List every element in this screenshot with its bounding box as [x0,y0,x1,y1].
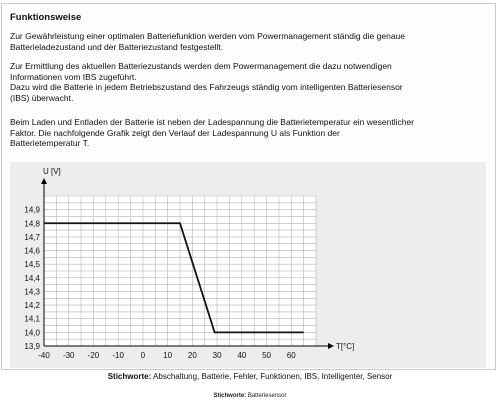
x-tick-label: 60 [286,351,296,360]
x-tick-label: -20 [87,351,100,360]
paragraph-line: Zur Ermittlung des aktuellen Batteriezustands werden dem Powermanagement die dazu notwendigen [10,61,392,71]
paragraph-line: Dazu wird die Batterie in jedem Betriebszustand des Fahrzeugs ständig vom intelligenten Batteriesensor [10,82,403,92]
keywords-bar [0,372,500,381]
paragraph-ladespannung [10,117,488,149]
paragraph-line: Faktor. Die nachfolgende Grafik zeigt den Verlauf der Ladespannung U als Funktion der [10,127,340,138]
y-tick-label: 13,9 [24,342,40,351]
x-axis-arrow [328,343,334,349]
paragraph-line: Zur Gewährleistung einer optimalen Batteriefunktion werden vom Powermanagement ständig die genaue [10,31,406,41]
y-tick-label: 14,5 [24,260,40,270]
y-axis-arrow [41,178,47,184]
keywords-label: Stichworte: [107,372,152,381]
y-tick-label: 14,2 [24,301,40,311]
x-tick-label: 10 [163,351,173,360]
y-tick-label: 14,9 [24,205,40,215]
x-tick-label: 30 [212,351,222,360]
x-tick-label: -10 [112,351,124,360]
chart-panel [10,162,486,368]
paragraph-ibs [10,61,488,103]
y-tick-label: 14,4 [24,273,40,283]
paragraph-batteriefunktion [10,31,488,52]
paragraph-line: (IBS) überwacht. [10,92,74,103]
footer-label: Stichworte: [213,393,247,399]
x-tick-label: 50 [262,351,272,360]
x-tick-label: -30 [62,351,75,360]
y-tick-label: 14,0 [24,328,40,338]
y-tick-label: 14,7 [24,232,40,242]
y-tick-label: 14,1 [24,314,40,324]
y-tick-label: 14,8 [24,219,40,229]
x-tick-label: 20 [187,351,197,360]
paragraph-line: Beim Laden und Entladen der Batterie ist neben der Ladespannung die Batterietemperatur ein wesentlicher [10,117,415,127]
paragraph-line: Batterieladezustand und der Batteriezustand festgestellt. [10,41,224,52]
y-tick-label: 14,3 [24,287,40,297]
keywords-values: Abschaltung, Batterie, Fehler, Funktionen, IBS, Intelligenter, Sensor [153,372,393,381]
section-title: Funktionsweise [10,12,82,23]
x-tick-label: 40 [237,351,247,360]
y-axis-label: U [V] [43,167,61,176]
voltage-temperature-chart [10,162,486,368]
x-axis-label: T[°C] [336,342,355,351]
x-tick-label: -40 [38,351,50,360]
y-tick-label: 14,6 [24,246,40,256]
footer-tag [0,393,500,399]
x-tick-label: 0 [140,351,146,360]
paragraph-line: Batterietemperatur T. [10,138,90,148]
footer-value: Batteriesensor [247,393,287,399]
paragraph-line: Informationen vom IBS zugeführt. [10,71,137,82]
